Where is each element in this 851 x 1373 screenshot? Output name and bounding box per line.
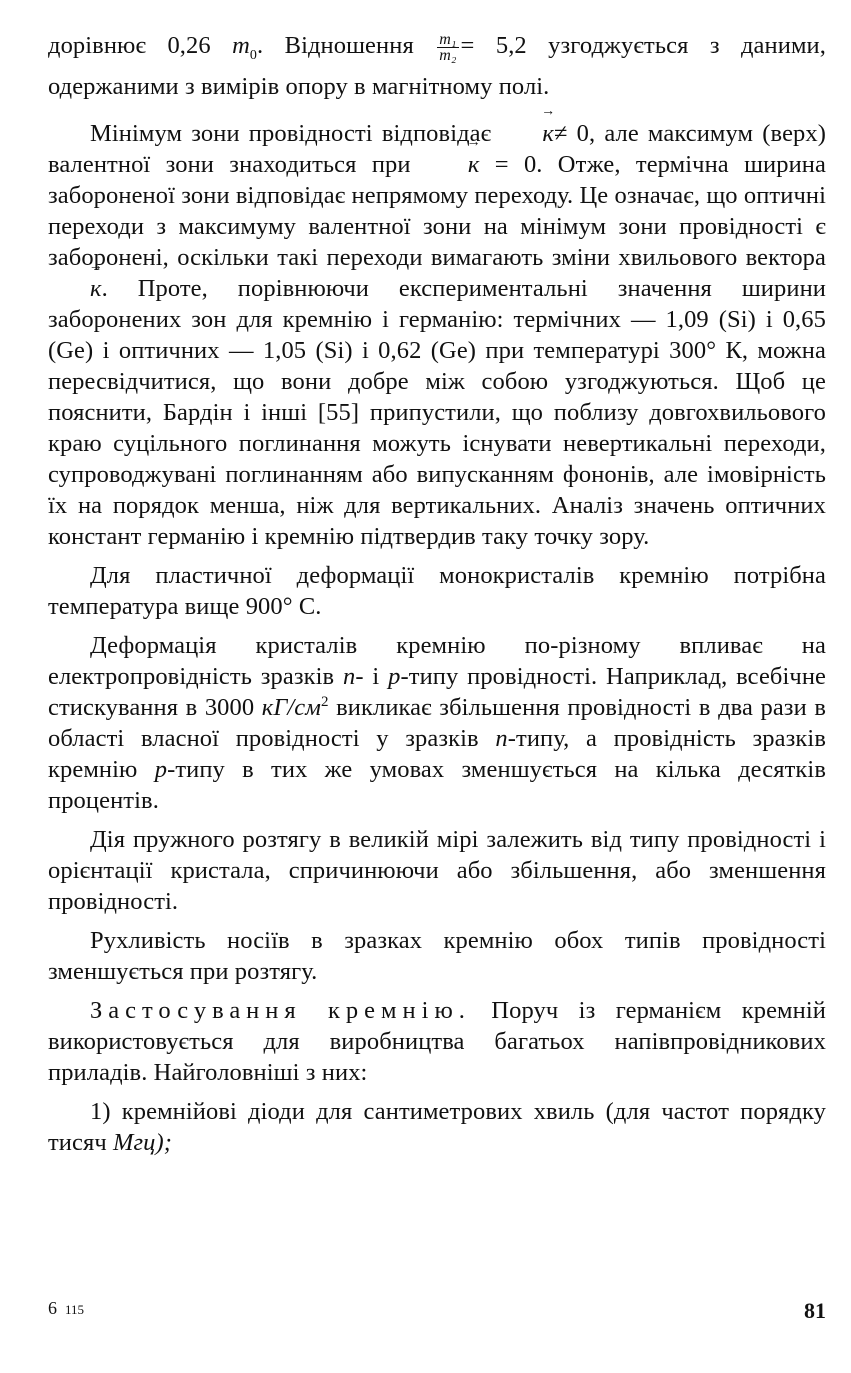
paragraph-0: дорівнює 0,26 $m_0$. Відношення $\frac{\text{m₁}}{\text{m₂}}$ = 5,2 узгоджується з даними, одержаними з вимірів опору в магнітному полі.: [48, 30, 826, 100]
mass-ratio-fraction: $\frac{\text{m₁}}{\text{m₂}}$: [439, 30, 457, 64]
section-heading: Застосування кремнію.: [90, 996, 471, 1024]
page-footer: [48, 1298, 826, 1328]
paragraph-4: Дія пружного розтягу в великій мірі залежить від типу провідності і орієнтації кристала, спричинюючи або збільшення, або зменшення провідності.: [48, 825, 826, 915]
vector-k-2: → к: [426, 149, 480, 180]
paragraph-5: Рухливість носіїв в зразках кремнію обох типів провідності зменшується при розтягу.: [48, 926, 826, 985]
vector-k-1: → к: [500, 118, 554, 149]
paragraph-3: Деформація кристалів кремнію по-різному впливає на електропровідність зразків n- і p-типу провідності. Наприклад, всебічне стискування в 3000 $кГ/см^2$ викликає збільшення провідності в два рази в області власної провідності у зразків n-типу, а провідність зразків кремнію p-типу в тих же умовах зменшується на кілька десятків процентів.: [48, 631, 827, 814]
printer-signature: 6 115: [48, 1298, 85, 1318]
page-body: [48, 30, 826, 1166]
paragraph-1: Мінімум зони провідності відповідає → к≠ 0, але максимум (верх) валентної зони знаходиться при → к = 0. Отже, термічна ширина забороненої зони відповідає непрямому переходу. Це означає, що оптичні переходи з максимуму валентної зони на мінімум зони провідності є заборонені, оскільки такі переходи вимагають зміни хвильового вектора → к. Проте, порівнюючи експериментальні значення ширини заборонених зон для кремнію і германію: термічних — 1,09 (Si) і 0,65 (Ge) і оптичних — 1,05 (Si) і 0,62 (Ge) при температурі 300° К, можна пересвідчитися, що вони добре між собою узгоджуються. Щоб це пояснити, Бардін і інші [55] припустили, що поблизу довгохвильового краю суцільного поглинання можуть існувати невертикальні переходи, супроводжувані поглинанням або випусканням фононів, але імовірність їх на порядок менша, ніж для вертикальних. Аналіз значень оптичних констант германію і кремнію підтвердив таку точку зору.: [48, 118, 826, 552]
page-number: 81: [804, 1298, 826, 1323]
vector-k-3: → к: [48, 273, 102, 304]
paragraph-2: Для пластичної деформації монокристалів кремнію потрібна температура вище 900° С.: [48, 561, 826, 620]
paragraph-6: Застосування кремнію. Поруч із германієм кремній використовується для виробництва багатьох напівпровідникових приладів. Найголовніші з них:: [48, 996, 826, 1086]
paragraph-7: 1) кремнійові діоди для сантиметрових хвиль (для частот порядку тисяч Мгц);: [48, 1097, 826, 1156]
